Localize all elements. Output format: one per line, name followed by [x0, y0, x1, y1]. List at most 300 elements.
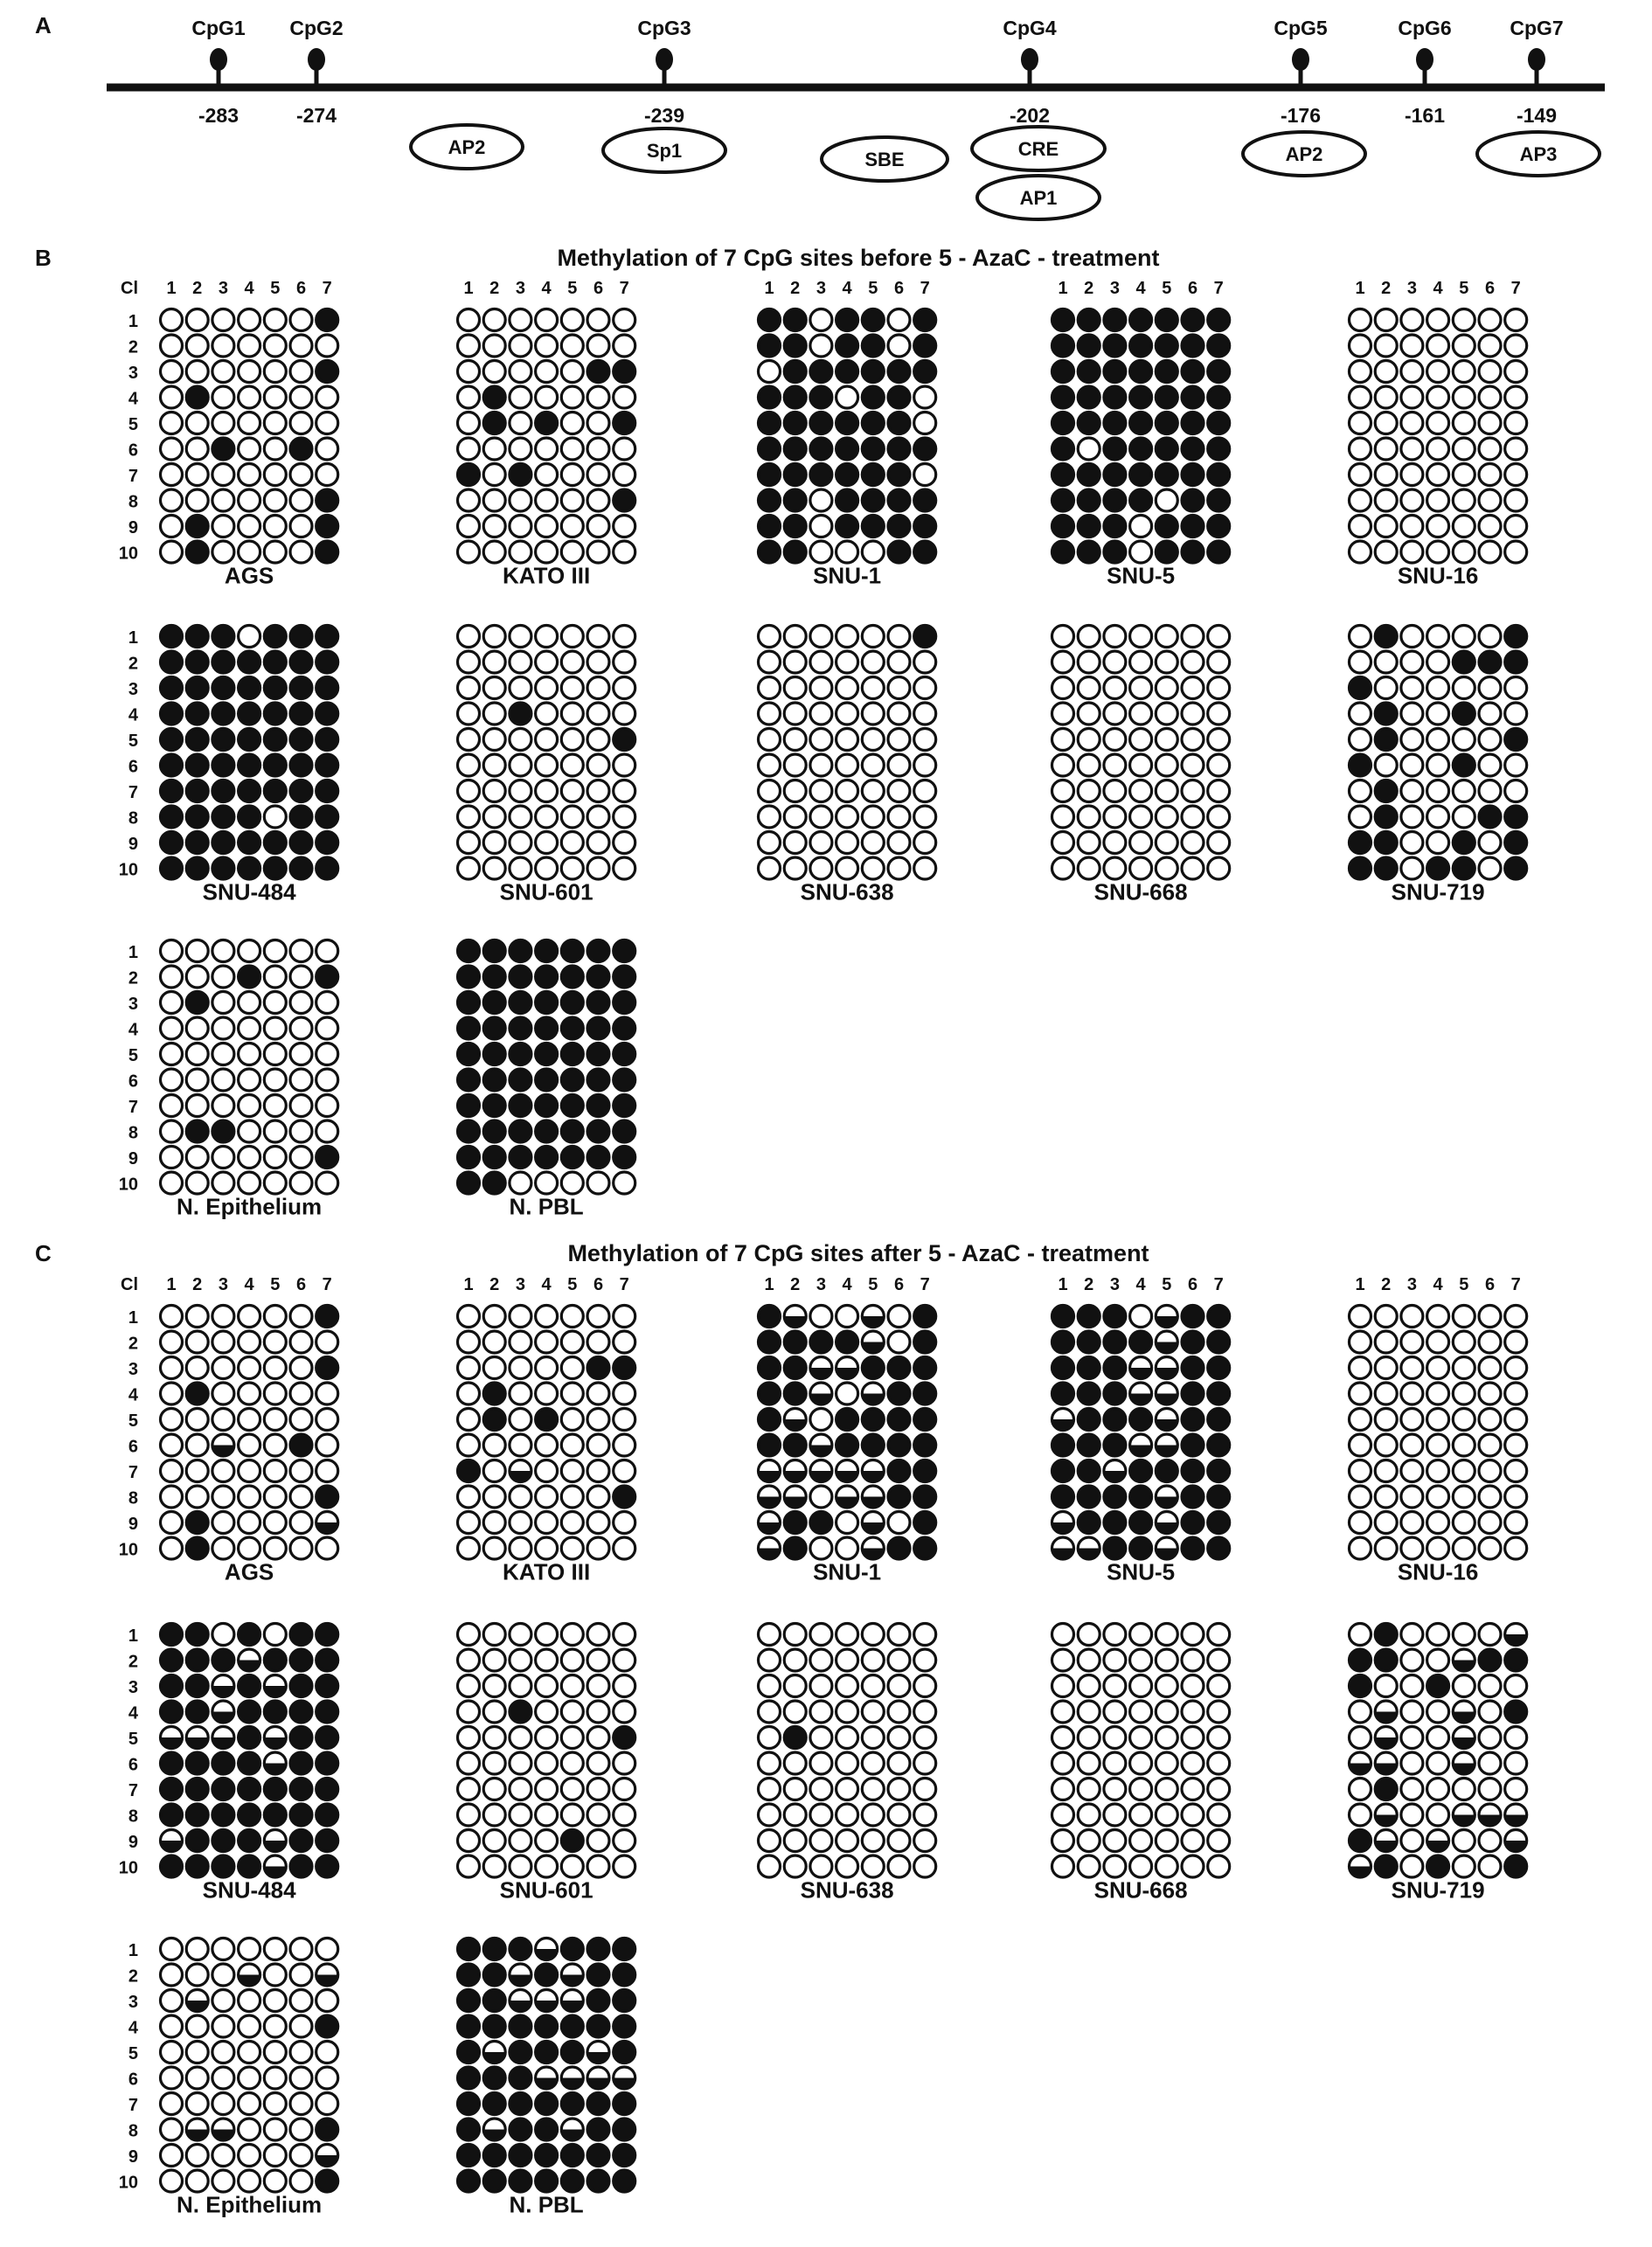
cpg-dot-unmethylated	[290, 309, 312, 331]
cpg-dot-unmethylated	[510, 516, 531, 537]
cpg-dot-unmethylated	[316, 1331, 338, 1353]
cpg-dot-methylated	[458, 1120, 480, 1142]
cpg-dot-unmethylated	[561, 754, 583, 776]
cpg-dot-unmethylated	[290, 335, 312, 357]
cpg-dot-unmethylated	[561, 626, 583, 648]
cpg-dot-unmethylated	[836, 651, 858, 673]
cpg-dot-unmethylated	[1479, 1512, 1501, 1534]
cpg-dot-unmethylated	[1401, 1779, 1423, 1800]
cpg-dot-unmethylated	[810, 309, 832, 331]
cpg-dot-unmethylated	[888, 780, 910, 802]
cpg-dot-unmethylated	[587, 1779, 609, 1800]
cpg-dot-unmethylated	[264, 2119, 286, 2140]
clone-number: 2	[128, 654, 138, 674]
cpg-dot-unmethylated	[587, 1804, 609, 1826]
cpg-dot-unmethylated	[1156, 1701, 1177, 1723]
cpg-dot-unmethylated	[212, 2015, 234, 2037]
cpg-dot-methylated	[483, 1017, 505, 1039]
cpg-dot-unmethylated	[1375, 1409, 1397, 1431]
cpg-dot-unmethylated	[561, 1383, 583, 1404]
cpg-dot-methylated	[614, 1938, 635, 1960]
clone-number: 7	[128, 1098, 138, 1117]
cpg-dot-unmethylated	[810, 335, 832, 357]
cpg-dot-methylated	[239, 703, 260, 725]
cpg-dot-unmethylated	[212, 2093, 234, 2115]
cpg-dot-methylated	[1350, 1675, 1371, 1697]
cpg-dot-methylated	[836, 1434, 858, 1456]
cpg-dot-unmethylated	[914, 1752, 936, 1774]
cpg-dot-unmethylated	[1130, 754, 1152, 776]
cpg-dot-methylated	[316, 1752, 338, 1774]
cpg-dot-unmethylated	[1208, 651, 1230, 673]
cpg-dot-methylated	[1130, 386, 1152, 408]
cpg-dot-unmethylated	[290, 1331, 312, 1353]
cell-line-label: SNU-16	[1397, 562, 1479, 589]
cpg-dot-methylated	[888, 1486, 910, 1508]
cpg-dot-methylated	[1182, 1486, 1204, 1508]
binding-site-label: AP1	[1019, 187, 1058, 209]
cpg-dot-unmethylated	[290, 992, 312, 1014]
site-number: 3	[515, 1275, 525, 1294]
cpg-dot-methylated	[759, 489, 781, 511]
clone-number: 1	[128, 943, 138, 962]
cpg-dot-unmethylated	[212, 2067, 234, 2089]
cpg-dot-methylated	[1453, 651, 1475, 673]
cpg-dot-unmethylated	[587, 677, 609, 699]
cpg-dot-unmethylated	[587, 1306, 609, 1328]
clone-number: 8	[128, 1488, 138, 1508]
site-number: 4	[842, 1275, 852, 1294]
cpg-dot-unmethylated	[614, 832, 635, 854]
cpg-dot-unmethylated	[1453, 489, 1475, 511]
cpg-dot-methylated	[536, 1044, 558, 1065]
cpg-dot-unmethylated	[1401, 651, 1423, 673]
cpg-dot-unmethylated	[458, 1649, 480, 1671]
cpg-dot-unmethylated	[1427, 413, 1449, 434]
cpg-dot-methylated	[1130, 489, 1152, 511]
cpg-dot-methylated	[239, 780, 260, 802]
cpg-dot-methylated	[1505, 1855, 1527, 1877]
cpg-dot-unmethylated	[614, 1855, 635, 1877]
cpg-dot-unmethylated	[290, 1044, 312, 1065]
cpg-dot-unmethylated	[290, 1938, 312, 1960]
cpg-dot-unmethylated	[1375, 651, 1397, 673]
cpg-dot-unmethylated	[759, 1727, 781, 1749]
cpg-dot-unmethylated	[483, 1779, 505, 1800]
cpg-dot-unmethylated	[614, 1434, 635, 1456]
cpg-dot-unmethylated	[1130, 1306, 1152, 1328]
cpg-dot-unmethylated	[1208, 1727, 1230, 1749]
cpg-dot-methylated	[836, 464, 858, 486]
cpg-dot-unmethylated	[810, 489, 832, 511]
cpg-dot-unmethylated	[1052, 1779, 1074, 1800]
cpg-dot-unmethylated	[458, 1804, 480, 1826]
cpg-dot-unmethylated	[810, 857, 832, 879]
cpg-dot-methylated	[1375, 806, 1397, 828]
cpg-dot-methylated	[1375, 626, 1397, 648]
cpg-dot-methylated	[1182, 335, 1204, 357]
cpg-dot-methylated	[1182, 438, 1204, 460]
clone-number: 4	[128, 389, 138, 409]
cpg-dot-methylated	[186, 1855, 208, 1877]
cpg-dot-methylated	[186, 386, 208, 408]
cpg-dot-unmethylated	[1453, 464, 1475, 486]
cpg-dot-unmethylated	[888, 1727, 910, 1749]
cpg-dot-unmethylated	[862, 1701, 884, 1723]
site-number: 7	[1510, 1275, 1521, 1294]
cpg-dot-unmethylated	[290, 2093, 312, 2115]
cpg-dot-unmethylated	[561, 806, 583, 828]
cpg-dot-unmethylated	[1182, 754, 1204, 776]
cpg-dot-methylated	[186, 729, 208, 751]
cpg-dot-methylated	[587, 2170, 609, 2192]
cpg-dot-methylated	[186, 1624, 208, 1646]
cpg-dot-unmethylated	[239, 1486, 260, 1508]
cpg-dot-unmethylated	[1505, 335, 1527, 357]
cpg-dot-methylated	[510, 940, 531, 962]
cpg-dot-methylated	[914, 361, 936, 383]
cpg-dot-unmethylated	[458, 1537, 480, 1559]
binding-site-label: SBE	[864, 149, 905, 170]
cpg-dot-unmethylated	[483, 677, 505, 699]
cpg-dot-methylated	[458, 1044, 480, 1065]
cpg-dot-unmethylated	[1427, 1357, 1449, 1379]
cpg-dot-unmethylated	[510, 1172, 531, 1194]
cpg-dot-unmethylated	[784, 729, 806, 751]
cpg-dot-unmethylated	[1052, 754, 1074, 776]
cpg-dot-unmethylated	[836, 1624, 858, 1646]
cpg-dot-unmethylated	[759, 1855, 781, 1877]
cpg-dot-unmethylated	[587, 729, 609, 751]
cpg-dot-unmethylated	[483, 729, 505, 751]
cpg-dot-unmethylated	[1130, 1649, 1152, 1671]
cell-line-label: SNU-1	[813, 562, 882, 589]
cpg-dot-methylated	[483, 2170, 505, 2192]
cpg-dot-methylated	[614, 1486, 635, 1508]
cpg-dot-unmethylated	[862, 857, 884, 879]
cpg-dot-unmethylated	[1208, 1804, 1230, 1826]
cpg-dot-methylated	[483, 940, 505, 962]
cpg-dot-unmethylated	[1453, 729, 1475, 751]
cpg-dot-methylated	[1208, 386, 1230, 408]
cpg-dot-methylated	[483, 2067, 505, 2089]
cpg-dot-unmethylated	[784, 677, 806, 699]
cpg-dot-unmethylated	[862, 541, 884, 563]
cpg-dot-unmethylated	[186, 335, 208, 357]
cpg-dot-methylated	[186, 754, 208, 776]
cpg-dot-unmethylated	[483, 1434, 505, 1456]
cpg-dot-unmethylated	[1350, 626, 1371, 648]
cpg-dot-unmethylated	[810, 651, 832, 673]
cpg-dot-unmethylated	[264, 1017, 286, 1039]
cpg-dot-methylated	[316, 729, 338, 751]
cpg-dot-methylated	[316, 1624, 338, 1646]
site-number: 7	[920, 1275, 930, 1294]
cpg-dot-unmethylated	[561, 309, 583, 331]
cpg-dot-unmethylated	[536, 1752, 558, 1774]
cpg-dot-methylated	[1156, 361, 1177, 383]
cpg-dot-unmethylated	[1479, 1486, 1501, 1508]
cpg-dot-unmethylated	[161, 940, 183, 962]
cpg-dot-unmethylated	[1479, 832, 1501, 854]
cpg-dot-unmethylated	[1078, 703, 1100, 725]
cpg-dot-methylated	[458, 1017, 480, 1039]
cpg-dot-unmethylated	[290, 1537, 312, 1559]
cpg-dot-unmethylated	[561, 677, 583, 699]
cpg-dot-unmethylated	[561, 1675, 583, 1697]
cpg-dot-unmethylated	[759, 754, 781, 776]
cpg-dot-unmethylated	[1104, 1624, 1126, 1646]
cpg-dot-unmethylated	[536, 1512, 558, 1534]
cpg-dot-unmethylated	[161, 1938, 183, 1960]
cpg-dot-methylated	[914, 1306, 936, 1328]
cell-line-label: SNU-719	[1391, 878, 1485, 905]
cpg-dot-unmethylated	[810, 1701, 832, 1723]
clone-number: 3	[128, 1993, 138, 2012]
cpg-dot-methylated	[1208, 541, 1230, 563]
cpg-position-label: -274	[295, 104, 337, 127]
cpg-dot-unmethylated	[1427, 729, 1449, 751]
cpg-dot-methylated	[1130, 335, 1152, 357]
cpg-dot-methylated	[290, 1779, 312, 1800]
cpg-dot-methylated	[1104, 489, 1126, 511]
cpg-dot-methylated	[510, 2042, 531, 2063]
cpg-dot-methylated	[1505, 1649, 1527, 1671]
cpg-dot-unmethylated	[587, 1701, 609, 1723]
cpg-dot-unmethylated	[161, 1512, 183, 1534]
cpg-dot-methylated	[212, 1855, 234, 1877]
site-number: 2	[1381, 279, 1392, 298]
site-number: 4	[1433, 1275, 1443, 1294]
cpg-dot-methylated	[561, 992, 583, 1014]
cpg-dot-methylated	[212, 651, 234, 673]
cpg-dot-methylated	[1104, 386, 1126, 408]
site-number: 1	[463, 1275, 474, 1294]
cpg-dot-unmethylated	[536, 1830, 558, 1852]
cpg-dot-unmethylated	[862, 1855, 884, 1877]
cpg-dot-methylated	[186, 703, 208, 725]
cpg-dot-methylated	[1479, 806, 1501, 828]
cpg-dot-unmethylated	[836, 806, 858, 828]
cpg-dot-unmethylated	[536, 1331, 558, 1353]
cpg-dot-unmethylated	[316, 1044, 338, 1065]
cpg-dot-methylated	[1208, 1357, 1230, 1379]
cpg-dot-unmethylated	[161, 1147, 183, 1169]
cpg-dot-unmethylated	[614, 1649, 635, 1671]
cpg-dot-unmethylated	[1453, 541, 1475, 563]
cpg-dot-methylated	[1052, 361, 1074, 383]
cpg-dot-unmethylated	[536, 309, 558, 331]
cpg-dot-methylated	[587, 1147, 609, 1169]
cpg-dot-methylated	[1052, 309, 1074, 331]
cpg-dot-methylated	[483, 1069, 505, 1091]
cpg-dot-unmethylated	[483, 754, 505, 776]
cpg-dot-unmethylated	[1505, 1357, 1527, 1379]
cpg-dot-unmethylated	[759, 832, 781, 854]
cpg-dot-unmethylated	[1078, 651, 1100, 673]
cpg-dot-unmethylated	[1182, 1752, 1204, 1774]
cpg-dot-unmethylated	[810, 1752, 832, 1774]
cpg-dot-unmethylated	[161, 1044, 183, 1065]
cpg-dot-unmethylated	[1401, 1804, 1423, 1826]
cpg-lollipop-head	[656, 48, 673, 71]
cpg-dot-methylated	[759, 1434, 781, 1456]
site-number: 2	[489, 1275, 500, 1294]
cpg-dot-unmethylated	[186, 361, 208, 383]
cpg-dot-unmethylated	[458, 1727, 480, 1749]
cpg-dot-unmethylated	[1078, 1727, 1100, 1749]
cpg-dot-unmethylated	[1375, 1331, 1397, 1353]
cpg-dot-methylated	[316, 966, 338, 988]
cpg-dot-methylated	[186, 1752, 208, 1774]
cpg-dot-unmethylated	[536, 1804, 558, 1826]
cpg-dot-unmethylated	[483, 464, 505, 486]
cpg-dot-methylated	[914, 1383, 936, 1404]
cpg-dot-methylated	[239, 806, 260, 828]
cpg-dot-unmethylated	[1156, 1779, 1177, 1800]
cpg-dot-unmethylated	[784, 626, 806, 648]
cpg-dot-unmethylated	[1130, 1624, 1152, 1646]
cpg-dot-unmethylated	[1078, 806, 1100, 828]
cpg-dot-methylated	[1052, 413, 1074, 434]
cell-line-label: SNU-5	[1107, 1558, 1176, 1585]
cpg-dot-methylated	[759, 309, 781, 331]
cpg-dot-unmethylated	[914, 1830, 936, 1852]
cpg-dot-methylated	[536, 1017, 558, 1039]
clone-number: 7	[128, 783, 138, 802]
cpg-dot-methylated	[536, 1069, 558, 1091]
cpg-dot-unmethylated	[536, 361, 558, 383]
cpg-dot-unmethylated	[1350, 1434, 1371, 1456]
cpg-dot-unmethylated	[888, 703, 910, 725]
cpg-dot-unmethylated	[161, 309, 183, 331]
cpg-dot-methylated	[888, 1537, 910, 1559]
cpg-dot-unmethylated	[614, 335, 635, 357]
cpg-dot-unmethylated	[862, 651, 884, 673]
cpg-dot-methylated	[483, 386, 505, 408]
cpg-dot-unmethylated	[1350, 1537, 1371, 1559]
cpg-dot-unmethylated	[212, 2145, 234, 2167]
cpg-dot-methylated	[914, 1434, 936, 1456]
cpg-dot-unmethylated	[1505, 1752, 1527, 1774]
cpg-dot-unmethylated	[212, 361, 234, 383]
cpg-dot-methylated	[161, 1675, 183, 1697]
cpg-dot-unmethylated	[1078, 729, 1100, 751]
cpg-dot-methylated	[510, 2067, 531, 2089]
cpg-dot-unmethylated	[561, 1649, 583, 1671]
cpg-dot-unmethylated	[212, 1537, 234, 1559]
cpg-dot-methylated	[784, 489, 806, 511]
cpg-dot-unmethylated	[810, 1624, 832, 1646]
cpg-dot-unmethylated	[483, 1624, 505, 1646]
cpg-dot-methylated	[1375, 703, 1397, 725]
cpg-dot-unmethylated	[186, 1409, 208, 1431]
cpg-dot-unmethylated	[1375, 361, 1397, 383]
cpg-dot-unmethylated	[836, 832, 858, 854]
binding-site-label: CRE	[1017, 138, 1059, 160]
cpg-dot-methylated	[888, 386, 910, 408]
cpg-dot-methylated	[212, 703, 234, 725]
cpg-dot-methylated	[1453, 857, 1475, 879]
cpg-dot-unmethylated	[1453, 1383, 1475, 1404]
cpg-dot-methylated	[264, 677, 286, 699]
cpg-dot-unmethylated	[316, 464, 338, 486]
cpg-dot-unmethylated	[239, 1434, 260, 1456]
cpg-dot-unmethylated	[290, 1357, 312, 1379]
cpg-dot-unmethylated	[759, 651, 781, 673]
cpg-dot-unmethylated	[614, 438, 635, 460]
cpg-dot-methylated	[587, 2119, 609, 2140]
cpg-dot-unmethylated	[1182, 806, 1204, 828]
cpg-dot-methylated	[784, 541, 806, 563]
cpg-dot-unmethylated	[587, 1675, 609, 1697]
cpg-dot-unmethylated	[264, 309, 286, 331]
cpg-dot-unmethylated	[914, 413, 936, 434]
cpg-dot-unmethylated	[1453, 438, 1475, 460]
cpg-dot-methylated	[161, 729, 183, 751]
cpg-dot-methylated	[186, 541, 208, 563]
cpg-dot-unmethylated	[1453, 1537, 1475, 1559]
site-number: 7	[1213, 1275, 1224, 1294]
cpg-dot-unmethylated	[862, 754, 884, 776]
cpg-dot-methylated	[1078, 1512, 1100, 1534]
cpg-dot-unmethylated	[212, 1095, 234, 1117]
cpg-dot-methylated	[161, 780, 183, 802]
cpg-dot-methylated	[614, 992, 635, 1014]
cpg-dot-methylated	[1078, 1357, 1100, 1379]
cpg-dot-methylated	[914, 1512, 936, 1534]
cpg-dot-methylated	[1104, 1512, 1126, 1534]
cpg-dot-methylated	[510, 703, 531, 725]
cpg-dot-methylated	[1104, 541, 1126, 563]
cpg-dot-unmethylated	[510, 1486, 531, 1508]
cpg-dot-methylated	[561, 1120, 583, 1142]
cpg-dot-unmethylated	[1350, 386, 1371, 408]
cpg-dot-methylated	[784, 361, 806, 383]
cpg-dot-unmethylated	[161, 2093, 183, 2115]
cpg-dot-methylated	[510, 992, 531, 1014]
cpg-dot-unmethylated	[1156, 1830, 1177, 1852]
cpg-dot-unmethylated	[862, 703, 884, 725]
cpg-dot-unmethylated	[510, 386, 531, 408]
cpg-dot-unmethylated	[1505, 1306, 1527, 1328]
cpg-dot-unmethylated	[888, 1649, 910, 1671]
cpg-dot-unmethylated	[536, 1779, 558, 1800]
cpg-dot-unmethylated	[290, 1409, 312, 1431]
cpg-dot-unmethylated	[614, 651, 635, 673]
cpg-dot-unmethylated	[316, 1120, 338, 1142]
cpg-dot-unmethylated	[1104, 780, 1126, 802]
cpg-dot-unmethylated	[458, 857, 480, 879]
cpg-dot-methylated	[161, 1855, 183, 1877]
clone-number: 2	[128, 337, 138, 357]
cpg-dot-unmethylated	[483, 857, 505, 879]
cpg-dot-unmethylated	[510, 832, 531, 854]
cpg-dot-unmethylated	[1208, 857, 1230, 879]
cpg-dot-unmethylated	[161, 2015, 183, 2037]
cpg-dot-unmethylated	[161, 992, 183, 1014]
cpg-dot-methylated	[1156, 335, 1177, 357]
cpg-dot-unmethylated	[483, 489, 505, 511]
clone-number: 9	[128, 1515, 138, 1534]
cpg-dot-unmethylated	[264, 966, 286, 988]
cpg-dot-unmethylated	[264, 1069, 286, 1091]
cpg-dot-unmethylated	[1208, 780, 1230, 802]
cpg-dot-methylated	[186, 832, 208, 854]
site-number: 5	[1459, 1275, 1469, 1294]
cpg-dot-unmethylated	[161, 438, 183, 460]
cpg-dot-unmethylated	[1104, 1675, 1126, 1697]
